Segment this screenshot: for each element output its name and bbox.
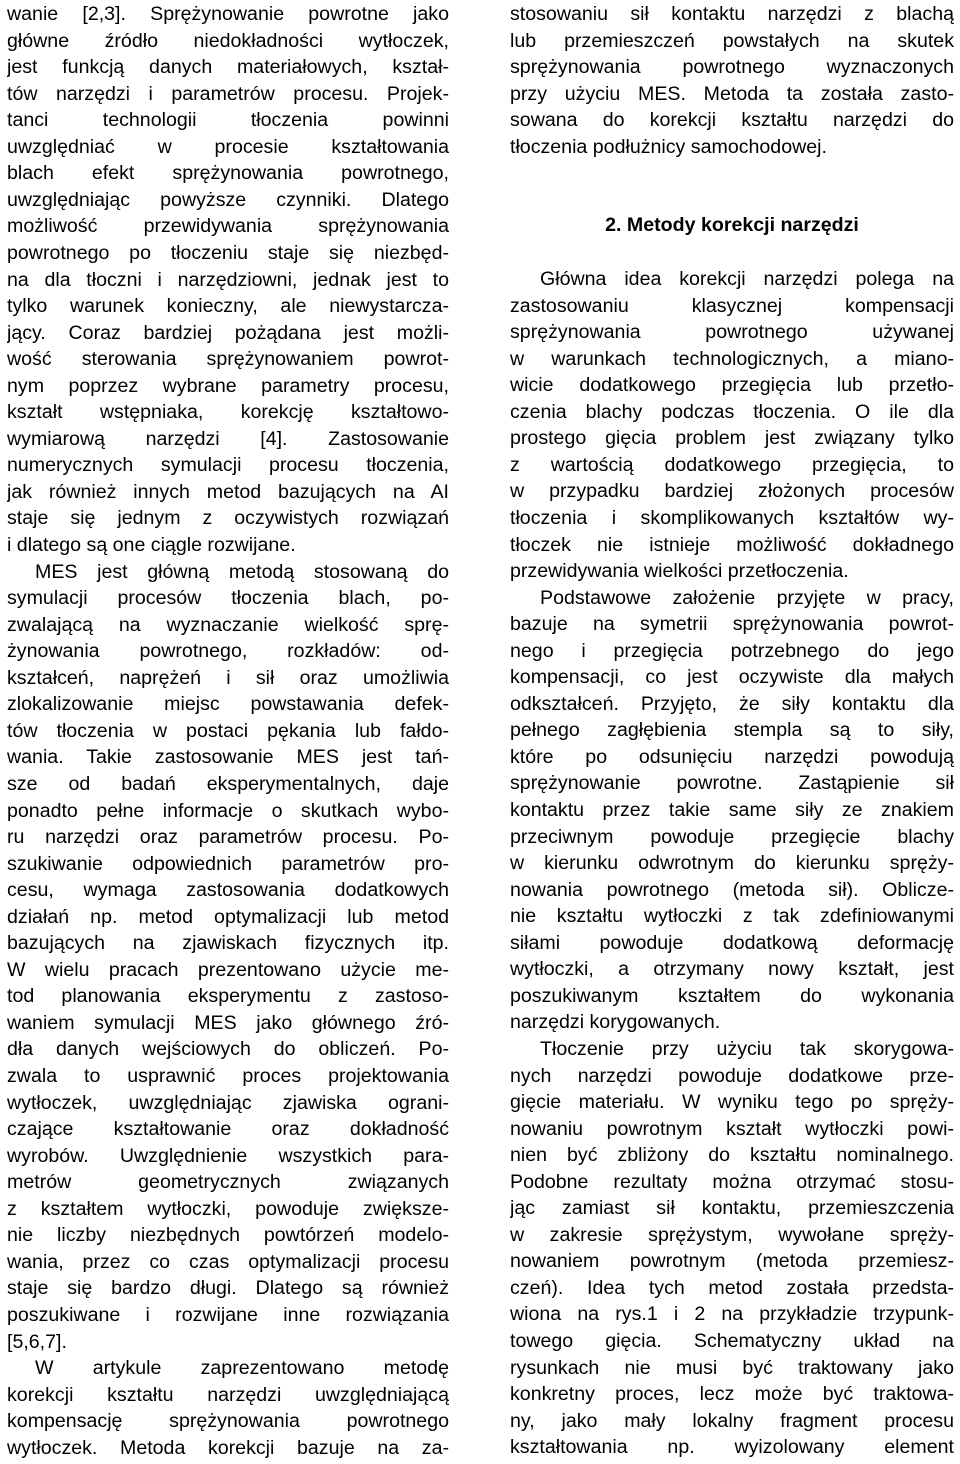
text-line: poszukiwanym kształtem do wykonania — [510, 984, 954, 1007]
text-line: stosowaniu sił kontaktu narzędzi z blachą — [510, 3, 954, 25]
text-line: staje się bardzo długi. Dlatego są również — [7, 1277, 449, 1300]
text-line: staje się jednym z oczywistych rozwiązań — [7, 507, 449, 530]
text-line: możliwość przewidywania sprężynowania — [7, 215, 449, 238]
text-line: kształt wstępniaka, korekcję kształtowo- — [7, 401, 449, 424]
text-line: w przypadku bardziej złożonych procesów — [510, 480, 954, 503]
text-line: W artykule zaprezentowano metodę — [35, 1357, 449, 1380]
text-line: wość sterowania sprężynowaniem powrot- — [7, 348, 449, 371]
text-line: szukiwanie odpowiednich parametrów pro- — [7, 852, 449, 875]
text-line: tod planowania eksperymentu z zastoso- — [7, 985, 449, 1008]
text-line: czeń). Idea tych metod została przedsta- — [510, 1276, 954, 1299]
text-line: wania, przez co czas optymalizacji procesu — [7, 1250, 449, 1273]
text-line: przeciwnym powoduje przegięcie blachy — [510, 825, 954, 848]
text-line: sprężynowania powrotnego wyznaczonych — [510, 56, 954, 79]
text-line: wania. Takie zastosowanie MES jest tań- — [7, 746, 449, 769]
text-line: Podstawowe założenie przyjęte w pracy, — [540, 586, 954, 609]
text-line: lub przemieszczeń powstałych na skutek — [510, 29, 954, 52]
text-line: nych narzędzi powoduje dodatkowe prze- — [510, 1064, 954, 1087]
text-line: nowania powrotnego (metoda sił). Oblicze- — [510, 878, 954, 901]
text-line: żynowania powrotnego, rozkładów: od- — [7, 640, 449, 663]
text-line: czające kształtowanie oraz dokładność — [7, 1118, 449, 1141]
text-line: działań np. metod optymalizacji lub metod — [7, 905, 449, 928]
text-line: ponadto pełne informacje o skutkach wybo- — [7, 799, 449, 822]
text-line: jąc zamiast sił kontaktu, przemieszczenia — [510, 1197, 954, 1220]
text-line: symulacji procesów tłoczenia blach, po- — [7, 587, 449, 610]
text-line: tłoczek nie istnieje możliwość dokładnego — [510, 533, 954, 556]
text-line: Główna idea korekcji narzędzi polega na — [540, 268, 954, 290]
text-line: sowana do korekcji kształtu narzędzi do — [510, 109, 954, 132]
text-line: tów tłoczenia w postaci pękania lub fałdo- — [7, 719, 449, 742]
text-line: prostego gięcia problem jest związany tylko — [510, 427, 954, 450]
text-line: nie kształtu wytłoczki z tak zdefiniowanymi — [510, 905, 954, 928]
text-line: czenia blachy podczas tłoczenia. O ile dla — [510, 400, 954, 423]
text-line: wiona na rys.1 i 2 na przykładzie trzypunk- — [510, 1303, 954, 1326]
text-line: sze od badań eksperymentalnych, daje — [7, 772, 449, 795]
text-line: tylko warunek konieczny, ale niewystarcza- — [7, 295, 449, 318]
text-line: jący. Coraz bardziej pożądana jest możli- — [7, 321, 449, 344]
text-line: uwzględniać w procesie kształtowania — [7, 135, 449, 158]
text-line: cesu, wymaga zastosowania dodatkowych — [7, 879, 449, 902]
text-line: kształtowania np. wyizolowany element — [510, 1436, 954, 1459]
text-line: nowaniu powrotnym kształt wytłoczki powi- — [510, 1117, 954, 1140]
text-line: nie liczby niezbędnych powtórzeń modelo- — [7, 1224, 449, 1247]
text-line: MES jest główną metodą stosowaną do — [35, 560, 449, 583]
text-line: pełnego zagłębienia stempla są to siły, — [510, 719, 954, 742]
text-line: i dlatego są one ciągle rozwijane. — [7, 534, 296, 556]
text-line: przy użyciu MES. Metoda ta została zasto- — [510, 82, 954, 105]
text-line: gięcie materiału. W wyniku tego po spręży- — [510, 1091, 954, 1114]
text-line: metrów geometrycznych związanych — [7, 1171, 449, 1194]
text-line: z kształtem wytłoczki, powoduje zwiększe- — [7, 1197, 449, 1220]
text-line: nien być zbliżony do kształtu nominalnego. — [510, 1144, 954, 1167]
text-line: blach efekt sprężynowania powrotnego, — [7, 162, 449, 185]
text-line: konkretny proces, lecz może być traktowa- — [510, 1383, 954, 1406]
text-line: tłoczenia i skomplikowanych kształtów wy- — [510, 506, 954, 529]
text-line: tanci technologii tłoczenia powinni — [7, 109, 449, 132]
text-line: towego gięcia. Schematyczny układ na — [510, 1330, 954, 1352]
text-line: odkształceń. Przyjęto, że siły kontaktu dla — [510, 692, 954, 715]
text-line: kompensację sprężynowania powrotnego — [7, 1410, 449, 1433]
text-line: bazuje na symetrii sprężynowania powrot- — [510, 613, 954, 636]
text-line: dła danych wejściowych do obliczeń. Po- — [7, 1038, 449, 1061]
text-line: wymiarową narzędzi [4]. Zastosowanie — [7, 427, 449, 450]
text-line: powrotnego po tłoczeniu staje się niezbęd- — [7, 241, 449, 264]
text-line: tów narzędzi i parametrów procesu. Projek- — [7, 82, 449, 105]
text-line: W wielu pracach prezentowano użycie me- — [7, 958, 449, 981]
text-line: siłami powoduje dodatkową deformację — [510, 931, 954, 954]
text-line: jest funkcją danych materiałowych, kształ- — [7, 56, 449, 79]
text-line: nego i przegięcia potrzebnego do jego — [510, 639, 954, 662]
text-line: zlokalizowanie miejsc powstawania defek- — [7, 693, 449, 716]
text-line: nym poprzez wybrane parametry procesu, — [7, 374, 449, 397]
text-line: [5,6,7]. — [7, 1330, 67, 1353]
text-line: kształceń, naprężeń i sił oraz umożliwia — [7, 666, 449, 689]
text-line: poszukiwane i rozwijane inne rozwiązania — [7, 1303, 449, 1326]
text-line: zastosowaniu klasycznej kompensacji — [510, 294, 954, 317]
text-line: z wartością dodatkowego przegięcia, to — [510, 453, 954, 476]
text-line: wyrobów. Uwzględnienie wszystkich para- — [7, 1144, 449, 1167]
text-line: wytłoczek, uwzględniając zjawiska ograni- — [7, 1091, 449, 1114]
text-line: kontaktu przez takie same siły ze znakiem — [510, 799, 954, 821]
text-line: sprężynowanie powrotne. Zastąpienie sił — [510, 772, 954, 795]
text-line: które po odsunięciu narzędzi powodują — [510, 745, 954, 768]
text-line: bazujących na zjawiskach fizycznych itp. — [7, 932, 449, 955]
text-line: wicie dodatkowego przegięcia lub przetło- — [510, 374, 954, 397]
text-line: waniem symulacji MES jako głównego źró- — [7, 1011, 449, 1034]
text-line: uwzględniając powyższe czynniki. Dlatego — [7, 188, 449, 211]
text-line: w warunkach technologicznych, a miano- — [510, 347, 954, 370]
text-line: przewidywania wielkości przetłoczenia. — [510, 560, 849, 583]
text-line: rysunkach nie musi być traktowany jako — [510, 1356, 954, 1379]
section-heading: 2. Metody korekcji narzędzi — [605, 214, 859, 236]
text-line: kompensacji, co jest oczywiste dla małych — [510, 666, 954, 689]
text-line: nowaniem powrotnym (metoda przemiesz- — [510, 1250, 954, 1273]
text-line: wanie [2,3]. Sprężynowanie powrotne jako — [7, 3, 449, 25]
text-line: tłoczenia podłużnicy samochodowej. — [510, 135, 827, 158]
text-line: na dla tłoczni i narzędziowni, jednak jest to — [7, 268, 449, 291]
text-line: w zakresie sprężystym, wywołane spręży- — [510, 1223, 954, 1246]
text-line: wytłoczki, a otrzymany nowy kształt, jest — [510, 958, 954, 981]
text-line: narzędzi korygowanych. — [510, 1011, 721, 1034]
text-line: jak również innych metod bazujących na AI — [7, 480, 449, 503]
text-line: główne źródło niedokładności wytłoczek, — [7, 29, 449, 52]
text-line: zwala to usprawnić proces projektowania — [7, 1065, 449, 1087]
text-line: sprężynowania powrotnego używanej — [510, 321, 954, 344]
text-line: Tłoczenie przy użyciu tak skorygowa- — [540, 1037, 954, 1060]
text-line: w kierunku odwrotnym do kierunku spręży- — [510, 852, 954, 875]
text-line: ny, jako mały lokalny fragment procesu — [510, 1409, 954, 1432]
text-line: numerycznych symulacji procesu tłoczenia, — [7, 454, 449, 477]
text-line: wytłoczek. Metoda korekcji bazuje na za- — [7, 1436, 449, 1459]
text-line: korekcji kształtu narzędzi uwzględniającą — [7, 1383, 449, 1406]
text-line: ru narzędzi oraz parametrów procesu. Po- — [7, 826, 449, 849]
text-line: Podobne rezultaty można otrzymać stosu- — [510, 1170, 954, 1193]
text-line: zwalającą na wyznaczanie wielkość sprę- — [7, 613, 449, 636]
